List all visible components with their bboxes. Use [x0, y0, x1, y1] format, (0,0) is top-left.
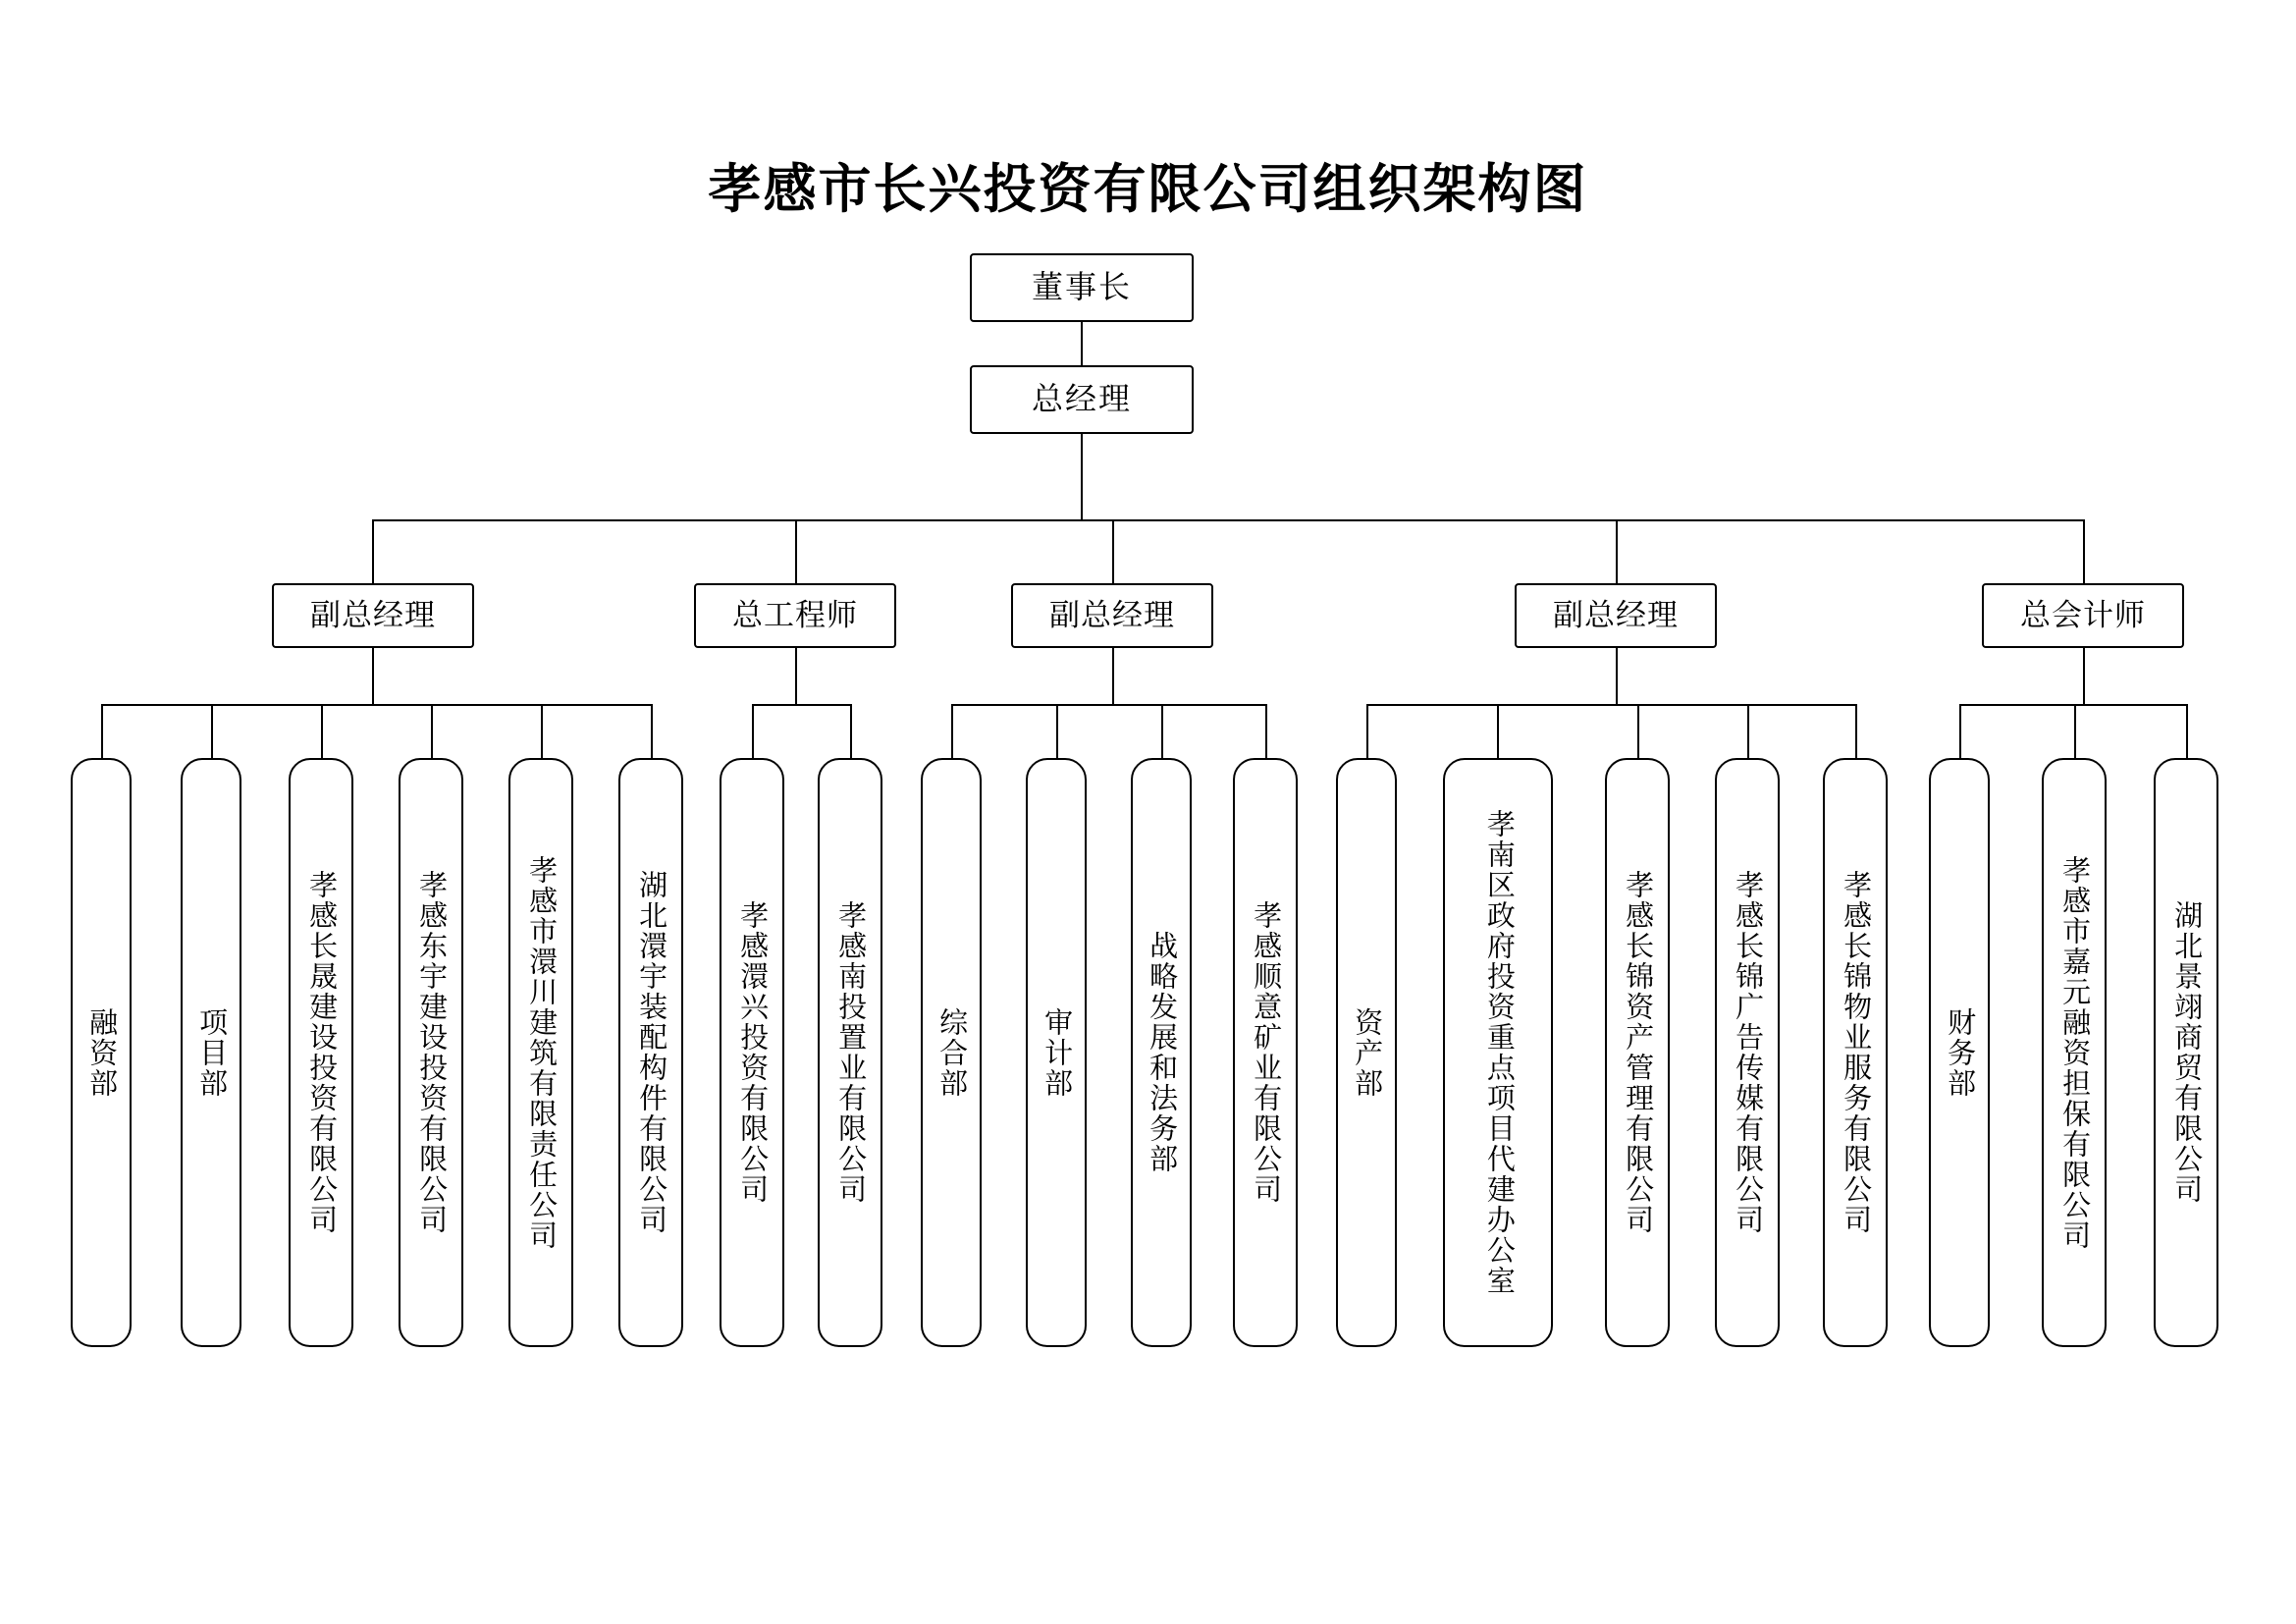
drop-leaf11	[1161, 704, 1163, 758]
leaf-dongyu-construction[interactable]	[399, 758, 463, 1347]
leaf-asset-department-label: 资产部	[1351, 1006, 1383, 1099]
bus-deputy1	[101, 704, 651, 706]
drop-chief-engineer	[795, 519, 797, 583]
drop-leaf8	[850, 704, 852, 758]
drop-leaf16	[1747, 704, 1749, 758]
drop-chief-accountant	[2083, 519, 2085, 583]
leaf-government-project-office-label: 孝南区政府投资重点项目代建办公室	[1482, 809, 1515, 1296]
leaf-changjin-asset-management[interactable]	[1605, 758, 1670, 1347]
node-deputy-manager-2-label: 副总经理	[1049, 597, 1175, 632]
drop-leaf9	[951, 704, 953, 758]
drop-leaf12	[1265, 704, 1267, 758]
bus-chief-engineer	[752, 704, 850, 706]
leaf-shunyi-mining[interactable]	[1233, 758, 1298, 1347]
drop-leaf4	[431, 704, 433, 758]
leaf-strategy-legal-department-label: 战略发展和法务部	[1146, 931, 1178, 1174]
leaf-huanyu-prefab[interactable]	[618, 758, 683, 1347]
node-general-manager-label: 总经理	[1031, 381, 1132, 417]
leaf-huanyu-prefab-label: 湖北澴宇装配构件有限公司	[635, 870, 667, 1235]
leaf-huanxing-investment[interactable]	[720, 758, 784, 1347]
node-deputy-manager-2[interactable]	[1011, 583, 1213, 648]
leaf-finance-department-label: 财务部	[1944, 1006, 1976, 1099]
bus-level2	[372, 519, 2084, 521]
leaf-huanxing-investment-label: 孝感澴兴投资有限公司	[736, 900, 769, 1205]
node-deputy-manager-3-label: 副总经理	[1553, 597, 1679, 632]
drop-leaf7	[752, 704, 754, 758]
node-chairman[interactable]	[970, 253, 1194, 322]
leaf-general-affairs-department-label: 综合部	[935, 1006, 968, 1099]
leaf-huanchuan-construction-label: 孝感市澴川建筑有限责任公司	[525, 854, 558, 1251]
drop-deputy1	[372, 519, 374, 583]
leaf-shunyi-mining-label: 孝感顺意矿业有限公司	[1250, 900, 1282, 1205]
leaf-financing-department-label: 融资部	[85, 1006, 118, 1099]
drop-leaf5	[541, 704, 543, 758]
drop-leaf17	[1855, 704, 1857, 758]
node-chief-accountant[interactable]	[1982, 583, 2184, 648]
drop-leaf20	[2186, 704, 2188, 758]
node-chief-engineer-label: 总工程师	[732, 597, 858, 632]
bus-deputy3	[1366, 704, 1855, 706]
node-deputy-manager-1[interactable]	[272, 583, 474, 648]
leaf-jiayuan-financing-guarantee[interactable]	[2042, 758, 2107, 1347]
node-chief-engineer[interactable]	[694, 583, 896, 648]
drop-leaf18	[1959, 704, 1961, 758]
leaf-changjin-advertising-media[interactable]	[1715, 758, 1780, 1347]
leaf-project-department-label: 项目部	[195, 1006, 228, 1099]
leaf-financing-department[interactable]	[71, 758, 132, 1347]
drop-leaf6	[651, 704, 653, 758]
leaf-jingyi-trading-label: 湖北景翊商贸有限公司	[2170, 900, 2203, 1205]
leaf-changjin-advertising-media-label: 孝感长锦广告传媒有限公司	[1732, 870, 1764, 1235]
leaf-huanchuan-construction[interactable]	[508, 758, 573, 1347]
leaf-changjin-asset-management-label: 孝感长锦资产管理有限公司	[1622, 870, 1654, 1235]
bus-deputy2	[951, 704, 1265, 706]
drop-leaf1	[101, 704, 103, 758]
leaf-dongyu-construction-label: 孝感东宇建设投资有限公司	[415, 870, 448, 1235]
drop-leaf2	[211, 704, 213, 758]
node-deputy-manager-1-label: 副总经理	[310, 597, 436, 632]
leaf-project-department[interactable]	[181, 758, 241, 1347]
stem-deputy2	[1112, 648, 1114, 705]
leaf-jingyi-trading[interactable]	[2154, 758, 2218, 1347]
drop-leaf14	[1497, 704, 1499, 758]
leaf-general-affairs-department[interactable]	[921, 758, 982, 1347]
leaf-nantou-realestate-label: 孝感南投置业有限公司	[834, 900, 867, 1205]
connector-gm-bus	[1081, 434, 1083, 520]
leaf-jiayuan-financing-guarantee-label: 孝感市嘉元融资担保有限公司	[2058, 854, 2091, 1251]
leaf-changsheng-construction[interactable]	[289, 758, 353, 1347]
drop-deputy2	[1112, 519, 1114, 583]
stem-chief-engineer	[795, 648, 797, 705]
drop-leaf19	[2074, 704, 2076, 758]
leaf-audit-department-label: 审计部	[1041, 1006, 1073, 1099]
leaf-asset-department[interactable]	[1336, 758, 1397, 1347]
leaf-nantou-realestate[interactable]	[818, 758, 882, 1347]
drop-leaf3	[321, 704, 323, 758]
chart-title: 孝感市长兴投资有限公司组织架构图	[708, 160, 1588, 219]
bus-chief-accountant	[1959, 704, 2186, 706]
stem-deputy3	[1616, 648, 1618, 705]
node-deputy-manager-3[interactable]	[1515, 583, 1717, 648]
drop-leaf13	[1366, 704, 1368, 758]
leaf-government-project-office[interactable]	[1443, 758, 1553, 1347]
leaf-changjin-property-service[interactable]	[1823, 758, 1888, 1347]
leaf-strategy-legal-department[interactable]	[1131, 758, 1192, 1347]
leaf-finance-department[interactable]	[1929, 758, 1990, 1347]
connector-chairman-gm	[1081, 322, 1083, 365]
node-chairman-label: 董事长	[1031, 269, 1132, 305]
leaf-changsheng-construction-label: 孝感长晟建设投资有限公司	[305, 870, 338, 1235]
drop-leaf15	[1637, 704, 1639, 758]
leaf-changjin-property-service-label: 孝感长锦物业服务有限公司	[1840, 870, 1872, 1235]
node-chief-accountant-label: 总会计师	[2020, 597, 2146, 632]
stem-deputy1	[372, 648, 374, 705]
drop-leaf10	[1056, 704, 1058, 758]
node-general-manager[interactable]	[970, 365, 1194, 434]
drop-deputy3	[1616, 519, 1618, 583]
stem-chief-accountant	[2083, 648, 2085, 705]
leaf-audit-department[interactable]	[1026, 758, 1087, 1347]
